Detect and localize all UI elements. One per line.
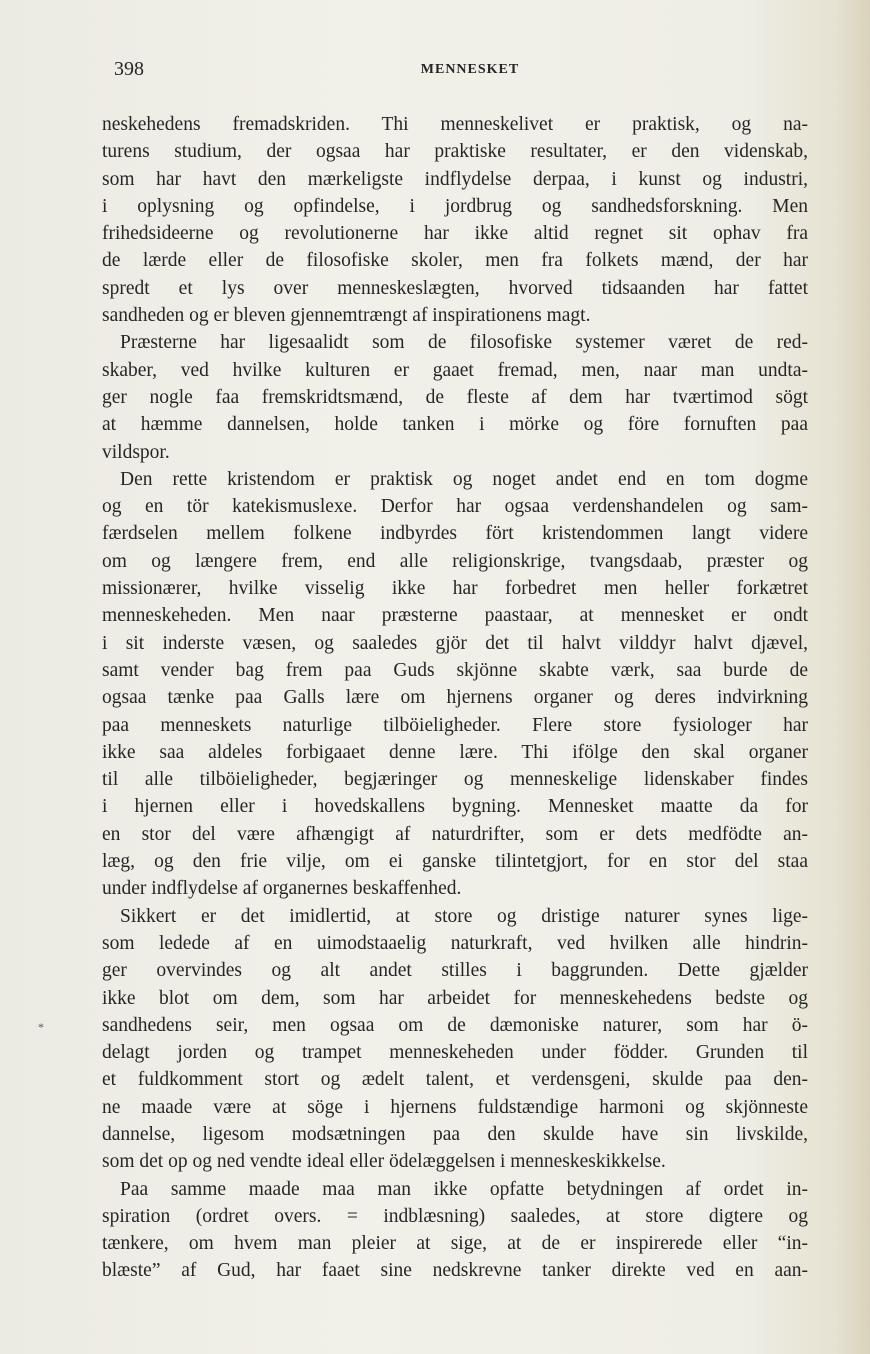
text-line: sandheden og er bleven gjennemtrængt af inspirationens magt. bbox=[102, 305, 591, 327]
text-line: Paa samme maade maa man ikke opfatte betydningen af ordet in- bbox=[120, 1178, 808, 1200]
text-line: i hjernen eller i hovedskallens bygning. Mennesket maatte da for bbox=[102, 796, 808, 818]
text-line: ikke blot om dem, som har arbeidet for menneskehedens bedste og bbox=[102, 987, 808, 1009]
text-line: som ledede af en uimodstaaelig naturkraft, ved hvilken alle hindrin- bbox=[102, 932, 808, 954]
text-line: delagt jorden og trampet menneskeheden under födder. Grunden til bbox=[102, 1042, 808, 1064]
text-line: Præsterne har ligesaalidt som de filosofiske systemer været de red- bbox=[120, 332, 808, 354]
text-line: under indflydelse af organernes beskaffenhed. bbox=[102, 878, 462, 900]
text-line: Den rette kristendom er praktisk og noget andet end en tom dogme bbox=[120, 468, 808, 490]
page-body bbox=[102, 111, 808, 1285]
text-line: paa menneskets naturlige tilböieligheder. Flere store fysiologer har bbox=[102, 714, 808, 736]
text-line: ogsaa tænke paa Galls lære om hjernens organer og deres indvirkning bbox=[102, 687, 808, 709]
text-line: ger nogle faa fremskridtsmænd, de fleste af dem har tværtimod sögt bbox=[102, 386, 808, 408]
text-line: et fuldkomment stort og ædelt talent, et verdensgeni, skulde paa den- bbox=[102, 1069, 808, 1091]
text-line: blæste” af Gud, har faaet sine nedskrevne tanker direkte ved en aan- bbox=[102, 1260, 808, 1282]
page-number: 398 bbox=[114, 58, 144, 80]
text-line: at hæmme dannelsen, holde tanken i mörke og före fornuften paa bbox=[102, 414, 808, 436]
text-line: dannelse, ligesom modsætningen paa den skulde have sin livskilde, bbox=[102, 1123, 808, 1145]
text-line: i sit inderste væsen, og saaledes gjör det til halvt vilddyr halvt djævel, bbox=[102, 632, 808, 654]
text-line: en stor del være afhængigt af naturdrifter, som er dets medfödte an- bbox=[102, 823, 808, 845]
text-line: ne maade være at söge i hjernens fuldstændige harmoni og skjönneste bbox=[102, 1096, 808, 1118]
text-line: ger overvindes og alt andet stilles i baggrunden. Dette gjælder bbox=[102, 960, 808, 982]
text-line: missionærer, hvilke visselig ikke har forbedret men heller forkætret bbox=[102, 578, 808, 600]
text-line: tænkere, om hvem man pleier at sige, at de er inspirerede eller “in- bbox=[102, 1233, 808, 1255]
text-line: som har havt den mærkeligste indflydelse derpaa, i kunst og industri, bbox=[102, 168, 808, 190]
text-line: som det op og ned vendte ideal eller ödelæggelsen i menneskeskikkelse. bbox=[102, 1151, 666, 1173]
text-line: frihedsideerne og revolutionerne har ikke altid regnet sit ophav fra bbox=[102, 223, 808, 245]
text-line: til alle tilböieligheder, begjæringer og menneskelige lidenskaber findes bbox=[102, 769, 808, 791]
margin-mark: * bbox=[38, 1020, 44, 1034]
text-line: i oplysning og opfindelse, i jordbrug og sandhedsforskning. Men bbox=[102, 195, 808, 217]
text-line: færdselen mellem folkene indbyrdes fört kristendommen langt videre bbox=[102, 523, 808, 545]
text-line: neskehedens fremadskriden. Thi menneskelivet er praktisk, og na- bbox=[102, 114, 808, 135]
text-line: turens studium, der ogsaa har praktiske resultater, er den videnskab, bbox=[102, 141, 808, 163]
text-line: om og længere frem, end alle religionskrige, tvangsdaab, præster og bbox=[102, 550, 808, 572]
text-line: menneskeheden. Men naar præsterne paastaar, at mennesket er ondt bbox=[102, 605, 808, 627]
text-line: de lærde eller de filosofiske skoler, men fra folkets mænd, der har bbox=[102, 250, 808, 272]
text-line: og en tör katekismuslexe. Derfor har ogsaa verdenshandelen og sam- bbox=[102, 496, 808, 518]
text-line: samt vender bag frem paa Guds skjönne skabte værk, saa burde de bbox=[102, 659, 808, 681]
text-line: spiration (ordret overs. = indblæsning) saaledes, at store digtere og bbox=[102, 1205, 808, 1227]
text-line: Sikkert er det imidlertid, at store og dristige naturer synes lige- bbox=[120, 905, 808, 927]
text-line: spredt et lys over menneskeslægten, hvorved tidsaanden har fattet bbox=[102, 277, 808, 299]
text-line: sandhedens seir, men ogsaa om de dæmoniske naturer, som har ö- bbox=[102, 1014, 808, 1036]
text-line: vildspor. bbox=[102, 441, 170, 463]
text-line: skaber, ved hvilke kulturen er gaaet fremad, men, naar man undta- bbox=[102, 359, 808, 381]
running-title: MENNESKET bbox=[420, 62, 520, 77]
text-line: ikke saa aldeles forbigaaet denne lære. Thi ifölge den skal organer bbox=[102, 741, 808, 763]
text-line: læg, og den frie vilje, om ei ganske tilintetgjort, for en stor del staa bbox=[102, 851, 808, 873]
